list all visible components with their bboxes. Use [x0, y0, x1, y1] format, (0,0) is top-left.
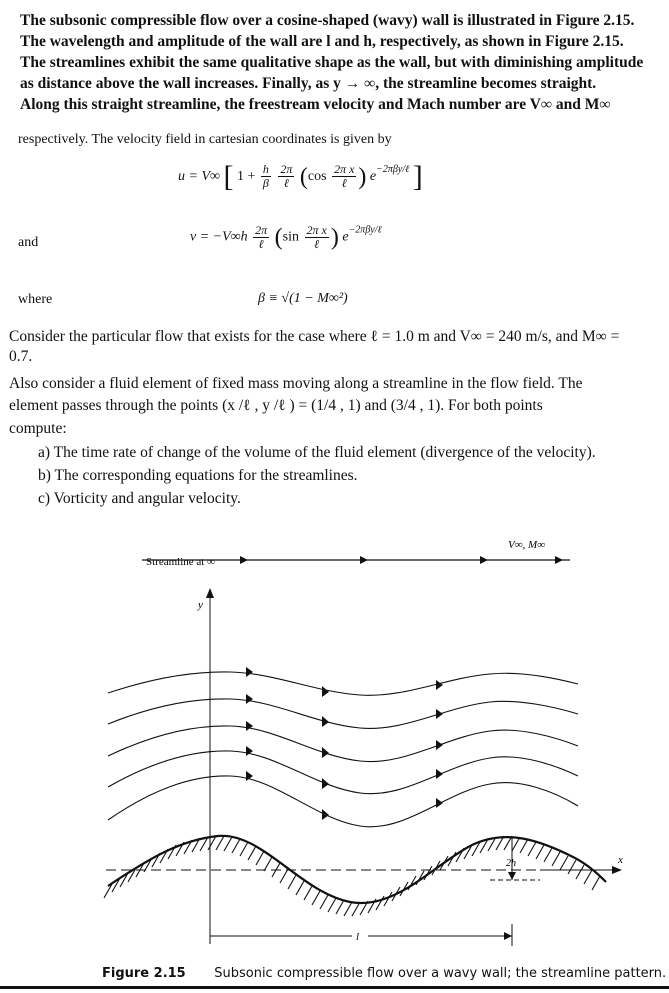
wall-hatching — [104, 836, 600, 916]
figure-caption — [102, 965, 666, 981]
x-axis-label: x — [618, 854, 623, 866]
u-two-pi-x: 2π x — [334, 162, 355, 177]
wavelength-dimension — [210, 924, 512, 946]
x-axis-arrow — [612, 866, 622, 874]
v-lhs: v = −V∞h — [190, 229, 248, 245]
u-exp: −2πβy/ℓ — [376, 164, 410, 175]
problem-line: Also consider a fluid element of fixed mass moving along a streamline in the flow field. The — [9, 375, 583, 392]
where-label: where — [18, 292, 53, 307]
wavy-wall-figure — [0, 520, 669, 965]
u-ell-2: ℓ — [341, 176, 347, 191]
intro-line: as distance above the wall increases. Finally, as y → ∞, the streamline becomes straight. — [20, 75, 597, 92]
intro-line: The subsonic compressible flow over a cosine-shaped (wavy) wall is illustrated in Figure 2.15. — [20, 12, 635, 29]
and-label: and — [18, 235, 39, 250]
intro-line: The streamlines exhibit the same qualitative shape as the wall, but with diminishing amplitude — [20, 54, 644, 71]
u-ell: ℓ — [283, 176, 289, 191]
v-two-pi: 2π — [255, 223, 268, 237]
freestream-label: V∞, M∞ — [508, 539, 546, 551]
wavy-wall — [104, 836, 606, 916]
u-e: e — [369, 169, 377, 184]
u-lhs: u = V∞ — [178, 169, 220, 184]
bottom-rule — [0, 986, 669, 989]
intro-paragraph — [20, 10, 643, 115]
equation-v: v = −V∞h $\frac{2\pi}{\text{ℓ}}$ (sin $\frac{\text{2π x}}{\text{ℓ}}$ ) $e^{-2\pi\beta y/\ell}$ — [190, 223, 382, 251]
v-e: e — [342, 229, 349, 245]
caption-label: Figure 2.15 — [102, 966, 186, 981]
amplitude-label: 2h — [506, 858, 516, 869]
u-h: h — [262, 162, 269, 177]
v-ell-2: ℓ — [314, 237, 320, 251]
streamline-label: Streamline at ∞ — [146, 556, 215, 568]
y-axis-label: y — [198, 599, 203, 611]
y-axis — [206, 588, 214, 935]
intro-line: The wavelength and amplitude of the wall are l and h, respectively, as shown in Figure 2.15. — [20, 33, 624, 50]
intro-line: Along this straight streamline, the freestream velocity and Mach number are V∞ and M∞ — [20, 96, 611, 113]
streamlines — [108, 672, 578, 827]
u-two-pi: 2π — [280, 162, 293, 177]
problem-line: element passes through the points (x /ℓ , y /ℓ ) = (1/4 , 1) and (3/4 , 1). For both points — [9, 397, 543, 414]
caption-text: Subsonic compressible flow over a wavy wall; the streamline pattern. — [214, 966, 667, 981]
v-sin: sin — [282, 229, 299, 245]
v-two-pi-x: 2π x — [306, 223, 327, 237]
intro-line-6: respectively. The velocity field in cartesian coordinates is given by — [18, 132, 392, 147]
problem-item-c: c) Vorticity and angular velocity. — [38, 490, 241, 507]
problem-item-b: b) The corresponding equations for the streamlines. — [38, 467, 358, 484]
u-one: 1 + — [236, 169, 256, 184]
problem-line: 0.7. — [9, 348, 33, 365]
v-ell: ℓ — [258, 237, 264, 251]
wavelength-label: l — [356, 931, 360, 943]
v-exp: −2πβy/ℓ — [348, 224, 382, 236]
u-beta: β — [262, 176, 269, 191]
problem-line: compute: — [9, 420, 67, 437]
problem-item-a: a) The time rate of change of the volume of the fluid element (divergence of the velocity). — [38, 444, 596, 461]
u-cos: cos — [307, 169, 327, 184]
beta-definition: β ≡ √(1 − M∞²) — [258, 291, 348, 306]
problem-line: Consider the particular flow that exists for the case where ℓ = 1.0 m and V∞ = 240 m/s, and M∞ = — [9, 328, 620, 345]
equation-u: u = V∞ [ 1 + $\frac{h}{\beta}$ $\frac{2\pi}{\text{ℓ}}$ (cos $\frac{\text{2π x}}{\text{ℓ}}$ ) $e^{-2\pi\beta y/\ell}$ ] — [178, 160, 423, 193]
